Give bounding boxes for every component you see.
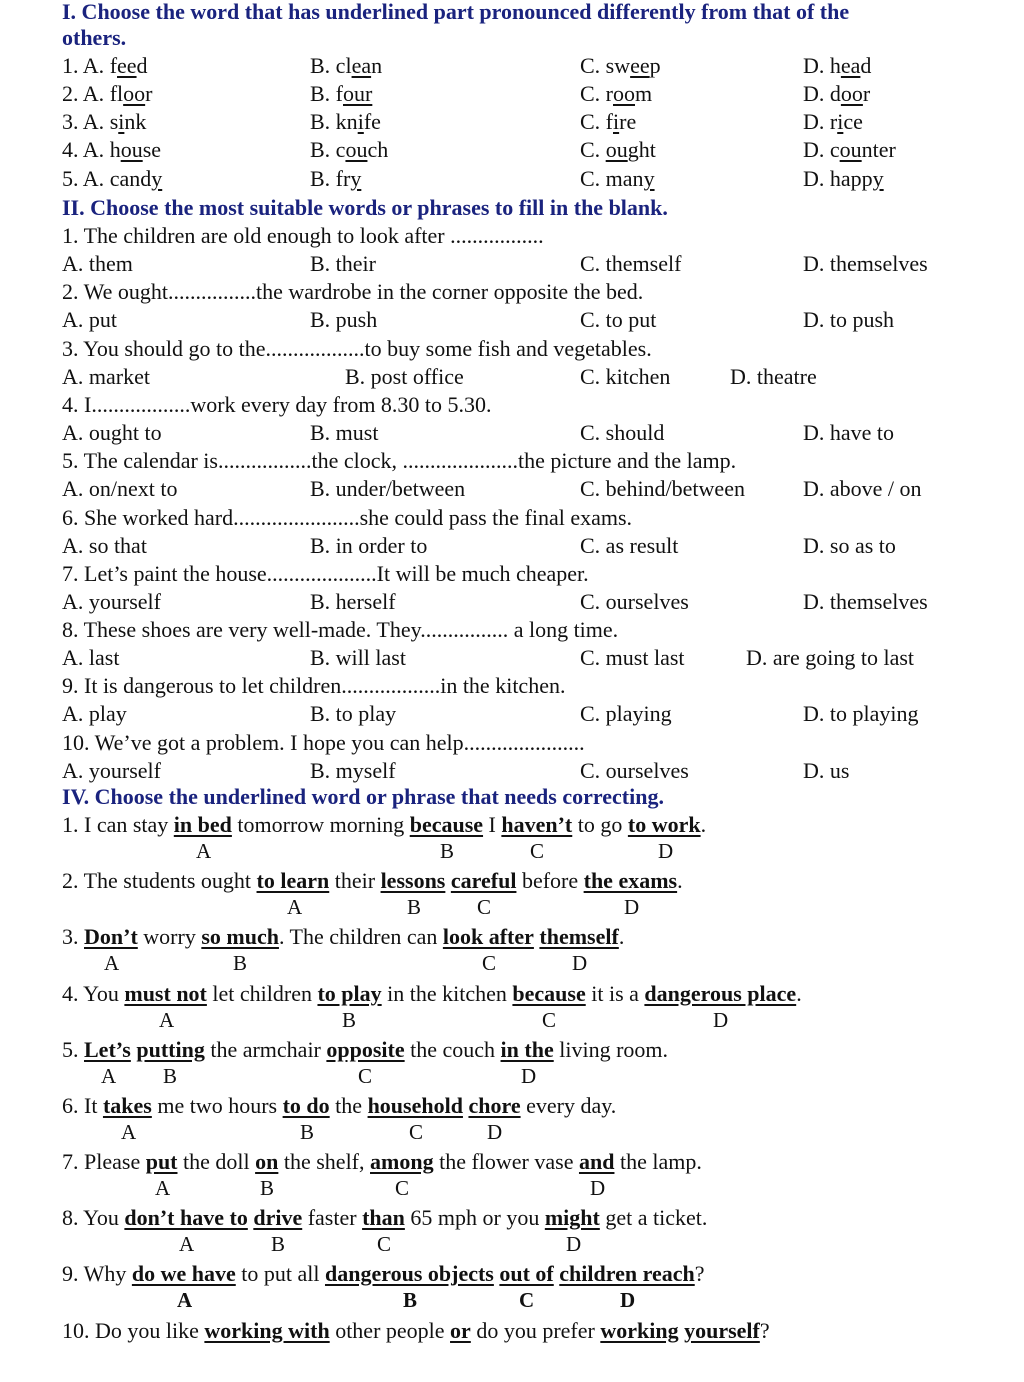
underlined-choice-a[interactable]: Let’s [84,1037,131,1062]
error-question: 4. You must not let children to play in the kitchen because it is a dangerous place. [62,981,802,1006]
answer-option-d[interactable]: D. have to [803,420,895,445]
underlined-sound: oo [840,81,863,106]
underlined-choice-b[interactable]: on [255,1149,279,1174]
answer-row [0,757,1024,785]
underlined-choice-d[interactable]: themself [539,924,619,949]
underlined-choice-d[interactable]: chore [468,1093,521,1118]
choice-letter-c: C [395,1176,410,1200]
answer-option-c[interactable]: C. kitchen [580,364,671,389]
choice-letter-a: A [101,1064,117,1088]
answer-option-c[interactable]: C. playing [580,701,672,726]
answer-option[interactable]: B. couch [310,137,389,162]
choice-letter-d: D [713,1008,729,1032]
answer-option-b[interactable]: B. in order to [310,533,428,558]
error-question: 8. You don’t have to drive faster than 65 mph or you might get a ticket. [62,1205,708,1230]
underlined-choice-b[interactable]: drive [253,1205,303,1230]
choice-letter-b: B [342,1008,357,1032]
answer-option-c[interactable]: C. to put [580,307,657,332]
underlined-sound: y [151,166,163,191]
choice-letter-b: B [233,951,248,975]
fill-blank-question: 1. The children are old enough to look after ................. [62,223,544,248]
underlined-choice-b[interactable]: lessons [380,868,446,893]
fill-blank-question: 4. I..................work every day from 8.30 to 5.30. [62,392,492,417]
choice-letter-a: A [155,1176,171,1200]
choice-letter-c: C [482,951,497,975]
pronunciation-question [0,80,1024,108]
answer-option-b[interactable]: B. to play [310,701,397,726]
answer-option-a[interactable]: A. market [62,364,150,389]
choice-letter-c: C [477,895,492,919]
answer-option-c[interactable]: C. ourselves [580,589,689,614]
choice-letter-c: C [519,1288,535,1312]
choice-letter-d: D [566,1232,582,1256]
choice-letter-b: B [300,1120,315,1144]
fill-blank-question: 7. Let’s paint the house....................It will be much cheaper. [62,561,589,586]
choice-letter-d: D [487,1120,503,1144]
choice-letter-b: B [260,1176,275,1200]
underlined-choice-d[interactable]: to work [627,812,701,837]
error-question: 7. Please put the doll on the shelf, among the flower vase and the lamp. [62,1149,702,1174]
answer-option-a[interactable]: A. on/next to [62,476,178,501]
answer-option-c[interactable]: C. should [580,420,665,445]
underlined-choice-d[interactable]: children reach [559,1261,695,1286]
choice-letter-c: C [542,1008,557,1032]
answer-option[interactable]: 2. A. floor [62,81,153,106]
answer-option-a[interactable]: A. so that [62,533,147,558]
underlined-sound: ou [839,137,862,162]
answer-option[interactable]: C. room [580,81,653,106]
fill-blank-question: 3. You should go to the..................to buy some fish and vegetables. [62,336,652,361]
underlined-sound: ou [605,137,628,162]
choice-letter-b: B [271,1232,286,1256]
underlined-sound: i [118,109,125,134]
error-question: 5. Let’s putting the armchair opposite the couch in the living room. [62,1037,669,1062]
answer-option[interactable]: D. counter [803,137,896,162]
fill-blank-question: 10. We’ve got a problem. I hope you can help...................... [62,730,585,755]
underlined-choice-a[interactable]: working with [204,1318,330,1343]
underlined-sound: i [613,109,620,134]
answer-option-b[interactable]: B. post office [345,364,464,389]
choice-letter-d: D [624,895,640,919]
choice-letter-a: A [121,1120,137,1144]
pronunciation-question [0,52,1024,80]
answer-option[interactable]: D. rice [803,109,863,134]
answer-option-d[interactable]: D. to push [803,307,895,332]
error-question: 10. Do you like working with other people or do you prefer working yourself? [62,1318,770,1343]
answer-option[interactable]: D. door [803,81,871,106]
answer-option[interactable]: D. head [803,53,872,78]
answer-option-c[interactable]: C. as result [580,533,679,558]
underlined-sound: ou [120,137,143,162]
answer-option-d[interactable]: D. to playing [803,701,919,726]
underlined-sound: ea [840,53,861,78]
answer-row [0,363,1024,391]
answer-option-a[interactable]: A. yourself [62,758,161,783]
answer-option-b[interactable]: B. push [310,307,378,332]
underlined-choice-a[interactable]: put [145,1149,178,1174]
underlined-choice-a[interactable]: takes [102,1093,152,1118]
answer-option-d[interactable]: D. us [803,758,850,783]
underlined-choice-b[interactable]: or [450,1318,471,1343]
answer-row [0,306,1024,334]
error-question: 3. Don’t worry so much. The children can look after themself. [62,924,625,949]
choice-letter-c: C [530,839,545,863]
choice-letter-b: B [407,895,422,919]
choice-letter-d: D [521,1064,537,1088]
choice-letter-b: B [440,839,455,863]
pronunciation-question [0,165,1024,193]
underlined-choice-a[interactable]: don’t have to [124,1205,248,1230]
choice-letter-c: C [377,1232,392,1256]
pronunciation-question [0,136,1024,164]
underlined-choice-c[interactable]: household [367,1093,463,1118]
answer-option-c[interactable]: C. themself [580,251,682,276]
answer-option-d[interactable]: D. so as to [803,533,896,558]
answer-option-c[interactable]: C. behind/between [580,476,745,501]
underlined-sound: ee [117,53,137,78]
answer-option-a[interactable]: A. put [62,307,117,332]
fill-blank-question: 9. It is dangerous to let children..................in the kitchen. [62,673,566,698]
choice-letter-b: B [163,1064,178,1088]
underlined-choice-d[interactable]: the exams [583,868,678,893]
underlined-choice-c[interactable]: among [370,1149,434,1174]
fill-blank-question: 2. We ought................the wardrobe in the corner opposite the bed. [62,279,644,304]
answer-option-d[interactable]: D. are going to last [746,645,915,670]
answer-option[interactable]: C. ought [580,137,656,162]
choice-letter-a: A [177,1288,193,1312]
underlined-choice-b[interactable]: because [409,812,484,837]
underlined-choice-c[interactable]: working [600,1318,679,1343]
answer-option-a[interactable]: A. yourself [62,589,161,614]
choice-letter-d: D [590,1176,606,1200]
choice-letter-a: A [159,1008,175,1032]
underlined-sound: i [837,109,844,134]
underlined-sound: y [872,166,884,191]
answer-option-b[interactable]: B. must [310,420,379,445]
underlined-choice-a[interactable]: must not [124,981,207,1006]
answer-row [0,250,1024,278]
answer-option-a[interactable]: A. them [62,251,133,276]
underlined-choice-a[interactable]: to learn [256,868,330,893]
section-2-title: II. Choose the most suitable words or phrases to fill in the blank. [62,195,668,220]
answer-row [0,532,1024,560]
underlined-sound: y [643,166,655,191]
underlined-choice-a[interactable]: in bed [173,812,232,837]
choice-letter-d: D [620,1288,636,1312]
underlined-sound: y [350,166,362,191]
section-4-title: IV. Choose the underlined word or phrase that needs correcting. [62,784,664,809]
answer-option-b[interactable]: B. myself [310,758,396,783]
underlined-choice-d[interactable]: and [578,1149,615,1174]
underlined-choice-c[interactable]: because [512,981,586,1006]
underlined-choice-d[interactable]: in the [500,1037,554,1062]
error-question: 9. Why do we have to put all dangerous objects out of children reach? [62,1261,705,1286]
answer-row [0,700,1024,728]
answer-option-b[interactable]: B. will last [310,645,406,670]
answer-row [0,475,1024,503]
answer-option-c[interactable]: C. ourselves [580,758,689,783]
fill-blank-question: 5. The calendar is.................the clock, .....................the picture and the lamp. [62,448,737,473]
underlined-sound: ou [345,137,368,162]
answer-option[interactable]: 1. A. feed [62,53,148,78]
underlined-sound: ee [630,53,650,78]
answer-option-b[interactable]: B. under/between [310,476,466,501]
underlined-choice-a[interactable]: Don’t [84,924,138,949]
answer-row [0,419,1024,447]
underlined-choice-c[interactable]: out of [499,1261,554,1286]
underlined-sound: oo [613,81,635,106]
underlined-sound: our [343,81,373,106]
answer-option-a[interactable]: A. ought to [62,420,162,445]
answer-option[interactable]: B. clean [310,53,383,78]
answer-option[interactable]: B. fry [310,166,362,191]
choice-letter-a: A [196,839,212,863]
underlined-choice-c[interactable]: careful [450,868,517,893]
choice-letter-d: D [572,951,588,975]
fill-blank-question: 8. These shoes are very well-made. They................ a long time. [62,617,619,642]
answer-option[interactable]: C. many [580,166,655,191]
section-1-title-cont: others. [62,25,127,50]
answer-option-b[interactable]: B. herself [310,589,396,614]
answer-option-d[interactable]: D. themselves [803,251,928,276]
section-1-title: I. Choose the word that has underlined part pronounced differently from that of the [62,0,850,24]
underlined-choice-d[interactable]: yourself [684,1318,760,1343]
pronunciation-question [0,108,1024,136]
answer-option[interactable]: B. knife [310,109,381,134]
underlined-choice-b[interactable]: so much [201,924,279,949]
underlined-choice-c[interactable]: look after [442,924,534,949]
choice-letter-a: A [104,951,120,975]
answer-option-b[interactable]: B. their [310,251,376,276]
answer-option[interactable]: 4. A. house [62,137,162,162]
fill-blank-question: 6. She worked hard.......................she could pass the final exams. [62,505,633,530]
underlined-choice-c[interactable]: haven’t [501,812,573,837]
choice-letter-a: A [287,895,303,919]
answer-option-d[interactable]: D. above / on [803,476,922,501]
answer-row [0,644,1024,672]
answer-row [0,588,1024,616]
answer-option[interactable]: 3. A. sink [62,109,147,134]
answer-option-a[interactable]: A. last [62,645,120,670]
answer-option-d[interactable]: D. themselves [803,589,928,614]
underlined-sound: i [357,109,364,134]
underlined-choice-b[interactable]: to play [317,981,382,1006]
answer-option[interactable]: C. fire [580,109,637,134]
answer-option[interactable]: C. sweep [580,53,661,78]
underlined-choice-c[interactable]: than [362,1205,405,1230]
underlined-choice-b[interactable]: putting [136,1037,205,1062]
answer-option[interactable]: B. four [310,81,373,106]
underlined-choice-b[interactable]: dangerous objects [324,1261,494,1286]
answer-option-d[interactable]: D. theatre [730,364,817,389]
underlined-choice-d[interactable]: dangerous place [644,981,797,1006]
answer-option-a[interactable]: A. play [62,701,127,726]
underlined-choice-c[interactable]: opposite [326,1037,405,1062]
answer-option-c[interactable]: C. must last [580,645,685,670]
underlined-choice-a[interactable]: do we have [131,1261,236,1286]
error-question: 1. I can stay in bed tomorrow morning because I haven’t to go to work. [62,812,707,837]
answer-option[interactable]: D. happy [803,166,884,191]
underlined-choice-b[interactable]: to do [282,1093,330,1118]
error-question: 6. It takes me two hours to do the household chore every day. [62,1093,617,1118]
answer-option[interactable]: 5. A. candy [62,166,163,191]
underlined-choice-d[interactable]: might [544,1205,600,1230]
choice-letter-d: D [658,839,674,863]
choice-letter-a: A [179,1232,195,1256]
underlined-sound: oo [123,81,146,106]
choice-letter-c: C [358,1064,373,1088]
choice-letter-b: B [403,1288,418,1312]
underlined-sound: ea [351,53,372,78]
error-question: 2. The students ought to learn their lessons careful before the exams. [62,868,683,893]
choice-letter-c: C [409,1120,424,1144]
